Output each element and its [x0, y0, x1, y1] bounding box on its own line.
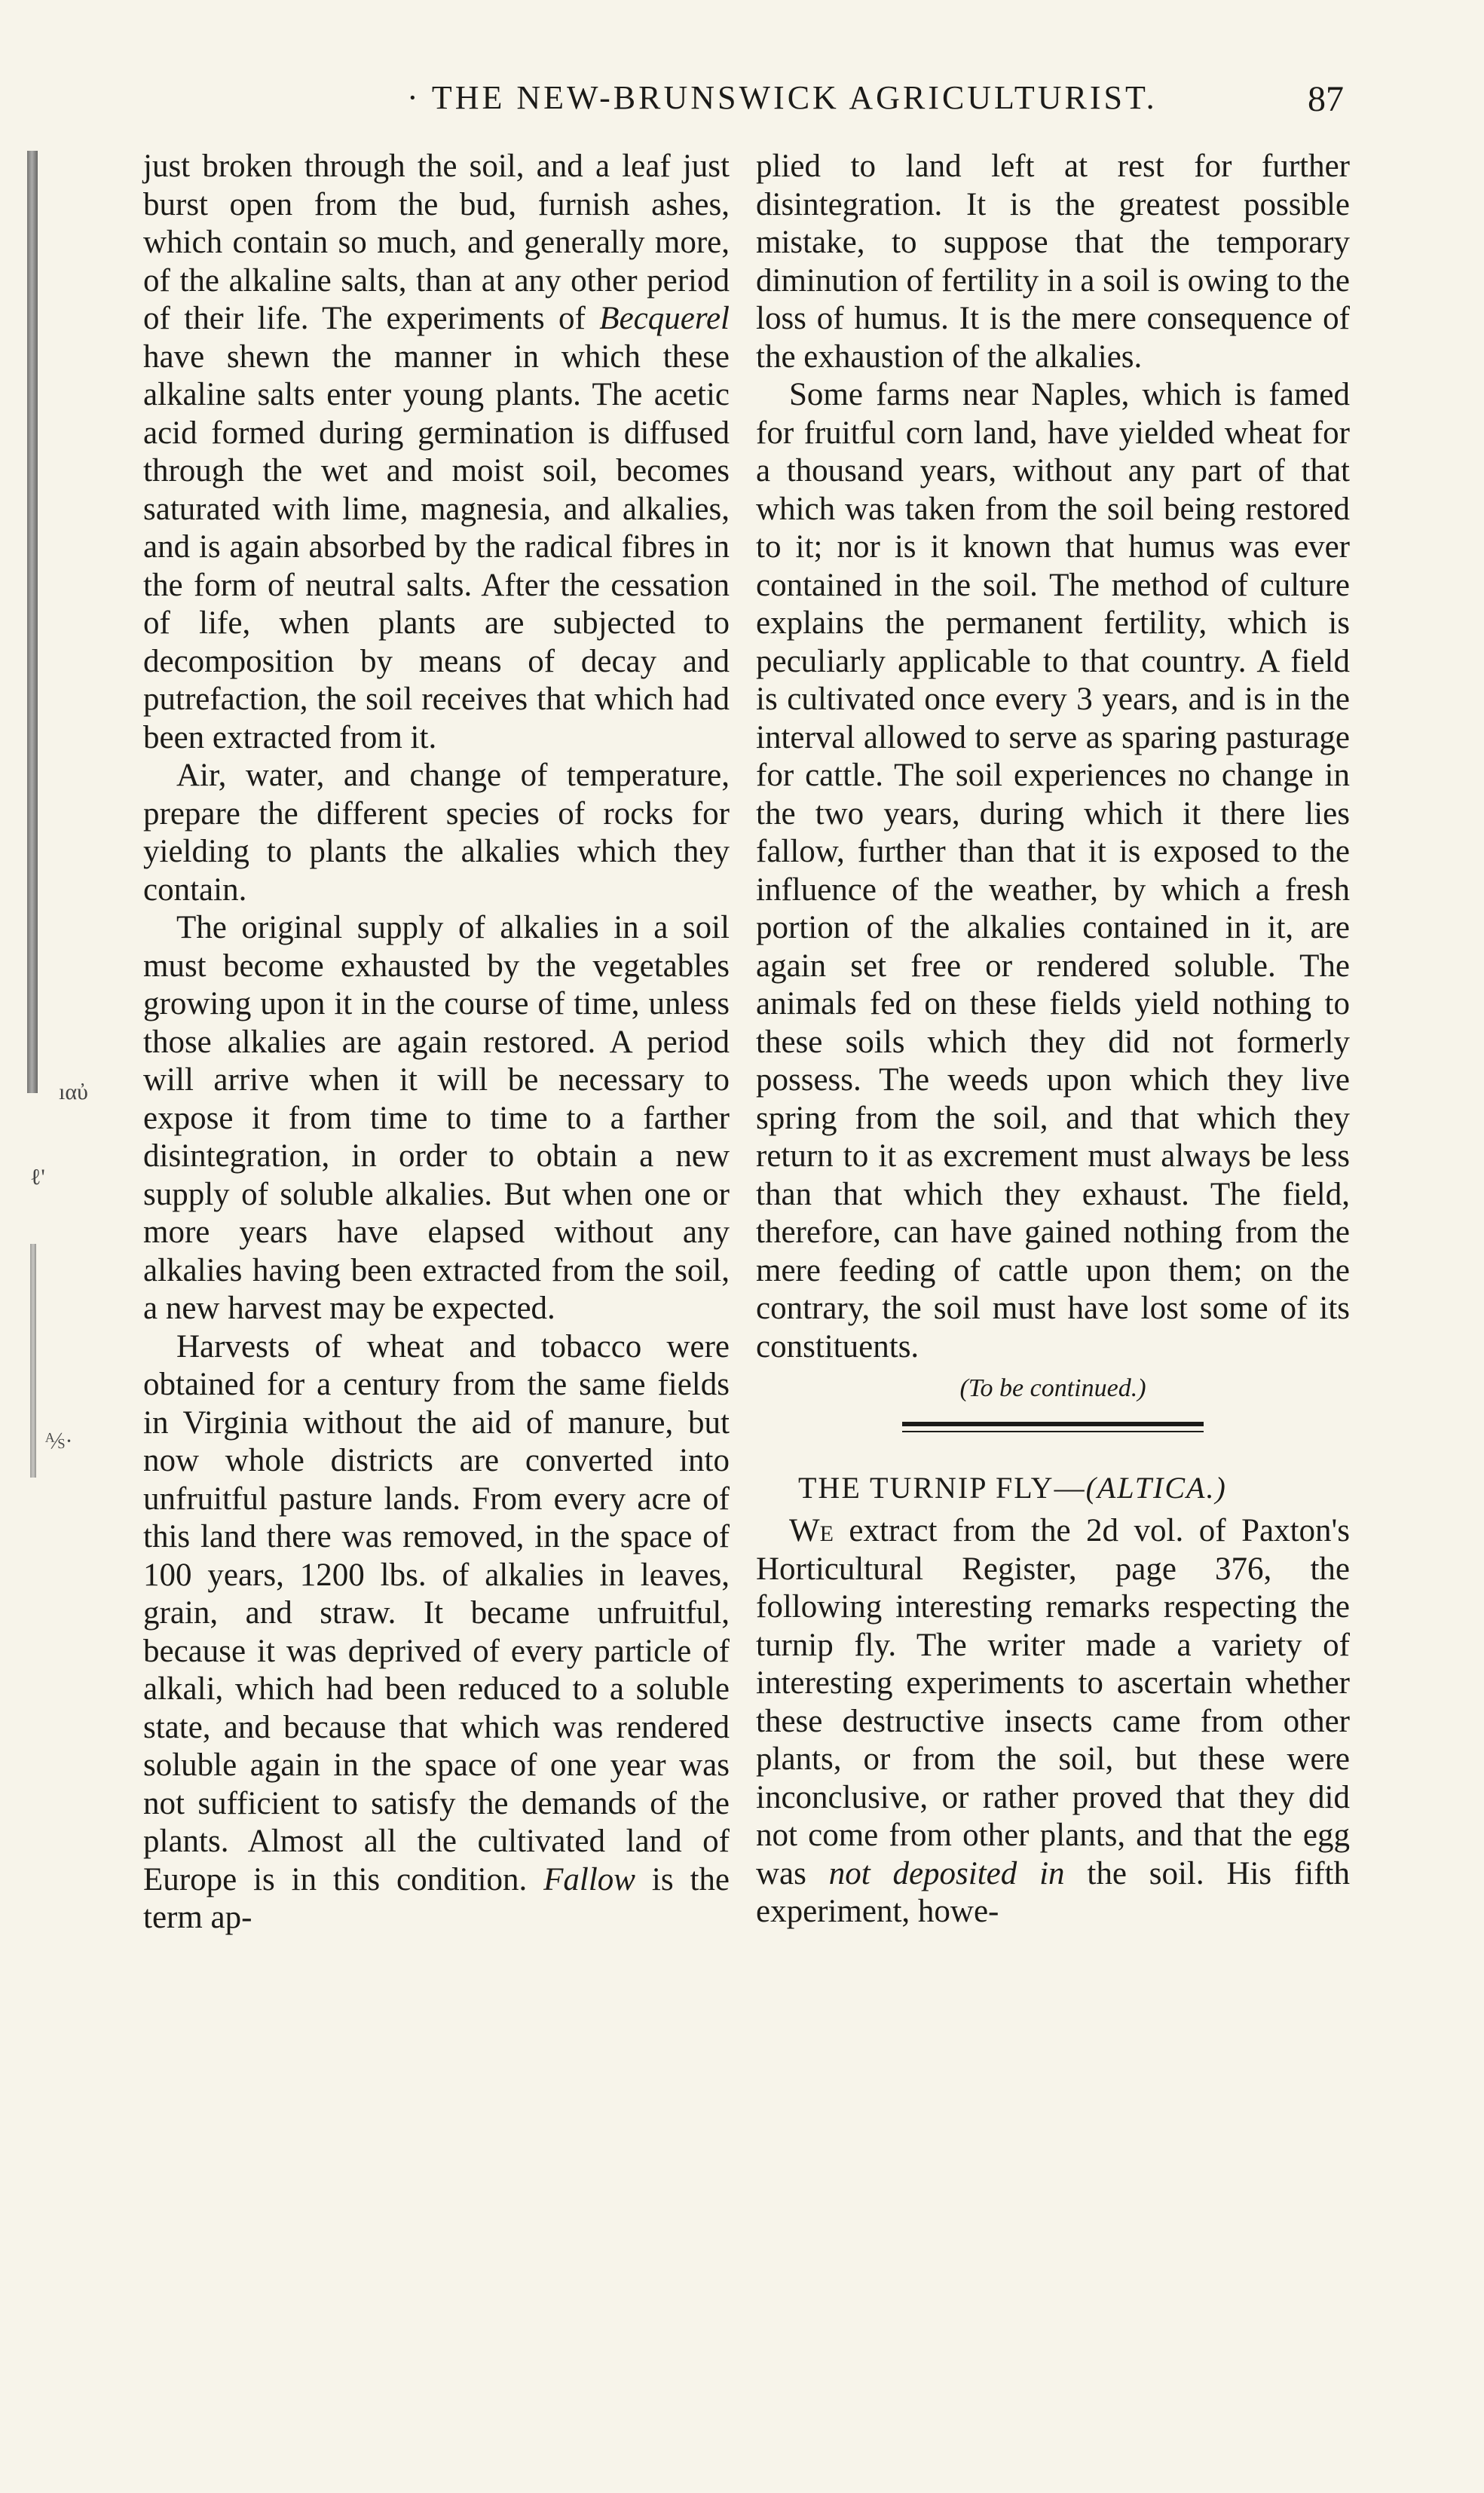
paragraph: Some farms near Naples, which is famed for fruitful corn land, have yielded wheat for a thousand years, without any part of that which was taken from the soil being restored to it; nor is it known that humus was ever contained in the soil. The method of culture explains the permanent fertility, which is peculiarly applicable to that country. A field is cultivated once every 3 years, and is in the interval allowed to serve as sparing pasturage for cattle. The soil experiences no change in the two years, during which it there lies fallow, further than that it is exposed to the influence of the weather, by which a fresh portion of the alkalies contained in it, are again set free or rendered soluble. The animals fed on these fields yield nothing to these soils which they did not formerly possess. The weeds upon which they live spring from the soil, and that which they return to it as excrement must always be less than that which they exhaust. The field, therefore, can have gained nothing from the mere feeding of cattle upon them; on the contrary, the soil must have lost some of its constituents.: [756, 377, 1350, 1364]
emphasis-name: Becquerel: [599, 301, 730, 336]
section-divider: [902, 1422, 1204, 1432]
right-column: [756, 148, 1350, 1931]
running-title: · THE NEW-BRUNSWICK AGRICULTURIST.: [407, 79, 1158, 116]
emphasis-term: Fallow: [543, 1861, 635, 1897]
paragraph: Air, water, and change of temperature, prepare the different species of rocks for yielding to plants the alkalies which they contain.: [143, 758, 730, 908]
section-title: THE TURNIP FLY—(ALTICA.): [798, 1471, 1227, 1505]
page-header: [407, 78, 1344, 124]
margin-mark: ⅍·: [45, 1429, 73, 1453]
lead-word: We: [789, 1513, 834, 1548]
paragraph: We extract from the 2d vol. of Paxton's Horticultural Register, page 376, the following interesting remarks respecting the turnip fly. The writer made a variety of interesting experiments to ascertain whether these destructive insects came from other plants, or from the soil, but these were inconclusive, or rather proved that they did not come from other plants, and that the egg was not deposited in the soil. His fifth experiment, howe-: [756, 1513, 1350, 1929]
paragraph: Harvests of wheat and tobacco were obtained for a century from the same fields in Virginia without the aid of manure, but now whole districts are converted into unfruitful pasture lands. From every acre of this land there was removed, in the space of 100 years, 1200 lbs. of alkalies in leaves, grain, and straw. It became unfruitful, because it was deprived of every particle of alkali, which had been reduced to a soluble state, and because that which was rendered soluble again in the space of one year was not sufficient to satisfy the demands of the plants. Almost all the cultivated land of Europe is in this condition. Fallow is the term ap-: [143, 1328, 730, 1935]
page-number: 87: [1308, 79, 1344, 119]
continued-note: (To be continued.): [959, 1374, 1146, 1402]
margin-mark: ıαὐ: [59, 1080, 88, 1104]
left-column: [143, 148, 730, 1937]
paragraph: plied to land left at rest for further disintegration. It is the greatest possible mistake, to suppose that the temporary diminution of fertility in a soil is owing to the loss of humus. It is the mere consequence of the exhaustion of the alkalies.: [756, 149, 1350, 375]
paragraph: The original supply of alkalies in a soil must become exhausted by the vegetables growing upon it in the course of time, unless those alkalies are again restored. A period will arrive when it will be necessary to expose it from time to time to a farther disintegration, in order to obtain a new supply of soluble alkalies. But when one or more years have elapsed without any alkalies having been extracted from the soil, a new harvest may be expected.: [143, 910, 730, 1326]
page-binding-edge: [27, 151, 38, 1093]
page-binding-edge-lower: [30, 1244, 36, 1478]
paragraph: just broken through the soil, and a leaf just burst open from the bud, furnish ashes, which contain so much, and generally more, of the alkaline salts, than at any other period of their life. The experiments of Becquerel have shewn the manner in which these alkaline salts enter young plants. The acetic acid formed during germination is diffused through the wet and moist soil, becomes saturated with lime, magnesia, and alkalies, and is again absorbed by the radical fibres in the form of neutral salts. After the cessation of life, when plants are subjected to decomposition by means of decay and putrefaction, the soil receives that which had been extracted from it.: [143, 149, 730, 755]
margin-mark: ℓ': [30, 1165, 45, 1190]
